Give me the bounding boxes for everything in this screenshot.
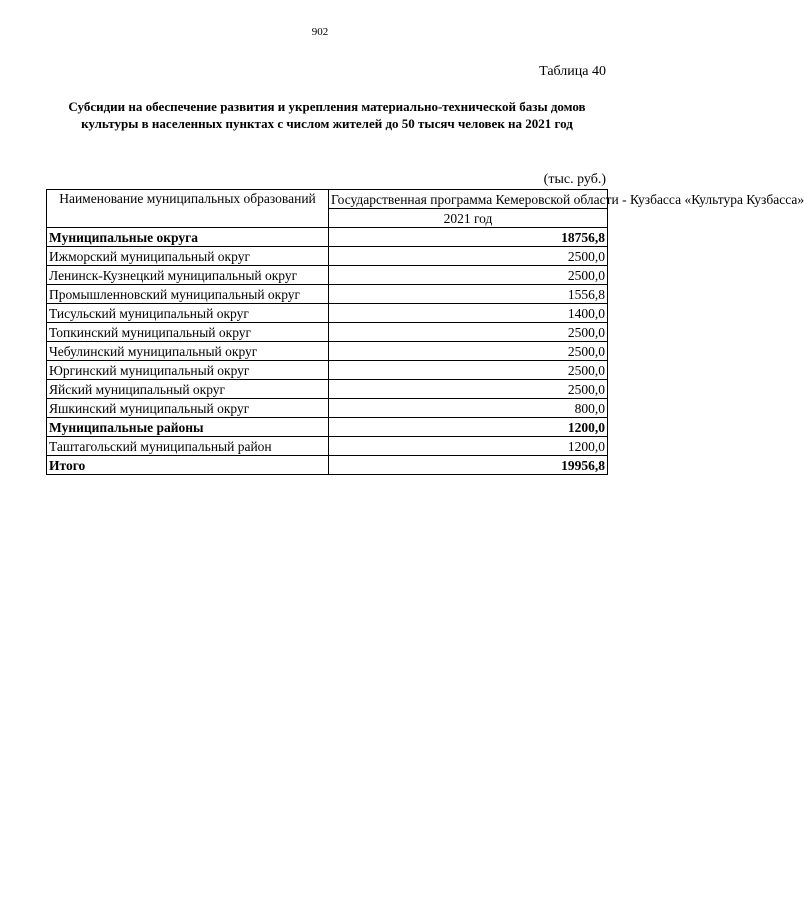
table-row <box>47 323 608 342</box>
row-value: 2500,0 <box>329 380 608 399</box>
row-name: Ижморский муниципальный округ <box>47 247 329 266</box>
row-value: 1556,8 <box>329 285 608 304</box>
subsidies-table <box>46 189 804 475</box>
row-name: Итого <box>47 456 329 475</box>
row-value: 800,0 <box>329 399 608 418</box>
row-name: Тисульский муниципальный округ <box>47 304 329 323</box>
table-row <box>47 399 608 418</box>
table-row <box>47 418 608 437</box>
row-value: 18756,8 <box>329 228 608 247</box>
row-value: 1200,0 <box>329 418 608 437</box>
table-row <box>47 304 608 323</box>
table-row <box>47 437 608 456</box>
table-row <box>47 456 608 475</box>
row-value: 2500,0 <box>329 323 608 342</box>
page-number: 902 <box>311 26 329 38</box>
row-value: 2500,0 <box>329 266 608 285</box>
table-row <box>47 380 608 399</box>
document-title: Субсидии на обеспечение развития и укрепления материально-технической базы домов культуры в населенных пунктах с числом жителей до 50 тысяч человек на 2021 год <box>68 99 586 131</box>
table-row <box>47 266 608 285</box>
row-name: Таштагольский муниципальный район <box>47 437 329 456</box>
row-value: 2500,0 <box>329 342 608 361</box>
row-name: Яйский муниципальный округ <box>47 380 329 399</box>
row-value: 2500,0 <box>329 361 608 380</box>
column-header-program: Государственная программа Кемеровской области - Кузбасса «Культура Кузбасса» <box>329 190 608 209</box>
row-name: Чебулинский муниципальный округ <box>47 342 329 361</box>
row-value: 1400,0 <box>329 304 608 323</box>
row-value: 2500,0 <box>329 247 608 266</box>
row-name: Топкинский муниципальный округ <box>47 323 329 342</box>
table-row <box>47 247 608 266</box>
row-value: 19956,8 <box>329 456 608 475</box>
table-row <box>47 342 608 361</box>
table-row <box>47 361 608 380</box>
row-name: Юргинский муниципальный округ <box>47 361 329 380</box>
table-row <box>47 228 608 247</box>
column-header-name: Наименование муниципальных образований <box>47 190 329 228</box>
row-name: Промышленновский муниципальный округ <box>47 285 329 304</box>
column-header-year: 2021 год <box>329 209 608 228</box>
row-name: Яшкинский муниципальный округ <box>47 399 329 418</box>
table-row <box>47 285 608 304</box>
row-name: Муниципальные округа <box>47 228 329 247</box>
units-label: (тыс. руб.) <box>543 172 606 187</box>
row-name: Ленинск-Кузнецкий муниципальный округ <box>47 266 329 285</box>
row-value: 1200,0 <box>329 437 608 456</box>
table-label: Таблица 40 <box>539 64 606 79</box>
row-name: Муниципальные районы <box>47 418 329 437</box>
